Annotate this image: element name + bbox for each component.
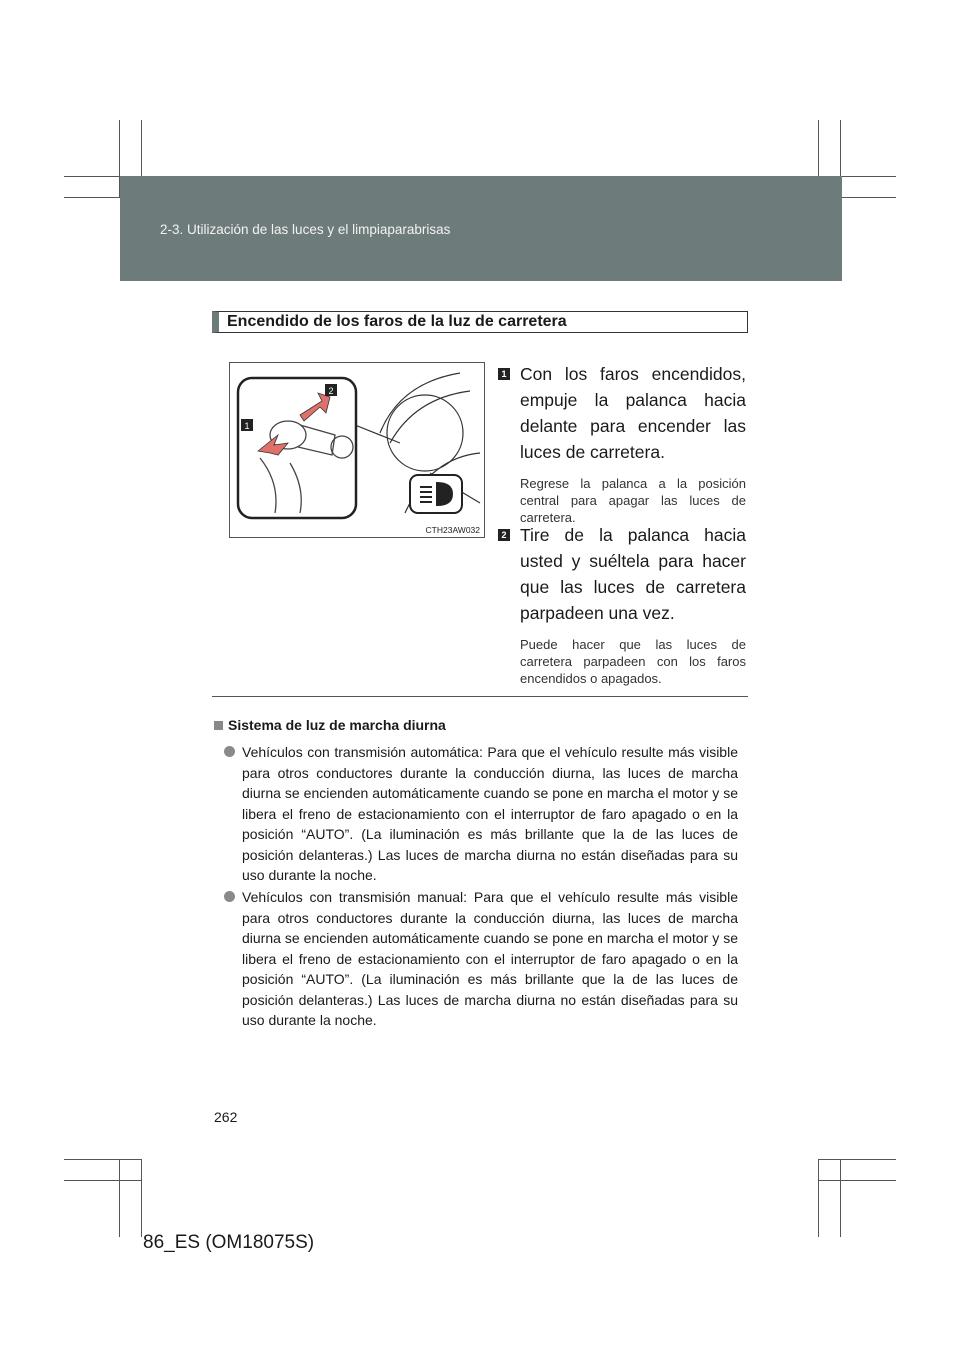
section-divider xyxy=(212,696,748,697)
page-number: 262 xyxy=(214,1109,238,1125)
step-note: Puede hacer que las luces de carretera parpadeen con los faros encendidos o apagados. xyxy=(520,637,746,686)
figure-callout-2: 2 xyxy=(328,386,334,396)
crop-mark xyxy=(119,1159,120,1237)
figure-callout-1: 1 xyxy=(244,421,250,431)
note-heading xyxy=(214,717,446,733)
section-title: Encendido de los faros de la luz de carretera xyxy=(212,311,748,333)
step-2 xyxy=(498,522,746,687)
crop-mark xyxy=(840,1159,841,1237)
square-bullet-icon xyxy=(214,721,223,730)
step-instruction: Con los faros encendidos, empuje la palanca hacia delante para encender las luces de carretera. xyxy=(520,364,746,462)
note-bullet xyxy=(224,887,738,1031)
step-1 xyxy=(498,361,746,526)
crop-mark xyxy=(818,1180,896,1181)
figure-code: CTH23AW032 xyxy=(425,525,480,535)
note-bullet-text: Vehículos con transmisión automática: Para que el vehículo resulte más visible para otros conductores durante la conducción diurna, las luces de marcha diurna se encienden automáticamente cuando se pone en marcha el motor y se libera el freno de estacionamiento con el interruptor de faro apagado o en la posición “AUTO”. (La iluminación es más brillante que la de las luces de posición delanteras.) Las luces de marcha diurna no están diseñadas para su uso durante la noche. xyxy=(242,744,738,883)
step-instruction: Tire de la palanca hacia usted y suéltela para hacer que las luces de carretera parpadeen una vez. xyxy=(520,525,746,623)
crop-mark xyxy=(64,1159,142,1160)
lever-illustration xyxy=(230,363,484,537)
document-id: 86_ES (OM18075S) xyxy=(143,1232,315,1253)
crop-mark xyxy=(141,1159,142,1237)
step-number-badge: 1 xyxy=(498,368,510,380)
circle-bullet-icon xyxy=(224,746,235,757)
note-bullet-text: Vehículos con transmisión manual: Para que el vehículo resulte más visible para otros conductores durante la conducción diurna, las luces de marcha diurna se encienden automáticamente cuando se pone en marcha el motor y se libera el freno de estacionamiento con el interruptor de faro apagado o en la posición “AUTO”. (La iluminación es más brillante que la de las luces de posición delanteras.) Las luces de marcha diurna no están diseñadas para su uso durante la noche. xyxy=(242,889,738,1028)
step-number-badge: 2 xyxy=(498,529,510,541)
note-bullet xyxy=(224,742,738,886)
step-note: Regrese la palanca a la posición central para apagar las luces de carretera. xyxy=(520,476,746,525)
headlight-lever-figure xyxy=(229,362,485,538)
breadcrumb: 2-3. Utilización de las luces y el limpiaparabrisas xyxy=(160,222,451,237)
crop-mark xyxy=(64,1180,142,1181)
circle-bullet-icon xyxy=(224,891,235,902)
crop-mark xyxy=(818,1159,896,1160)
crop-mark xyxy=(818,1159,819,1237)
note-heading-text: Sistema de luz de marcha diurna xyxy=(228,717,446,733)
